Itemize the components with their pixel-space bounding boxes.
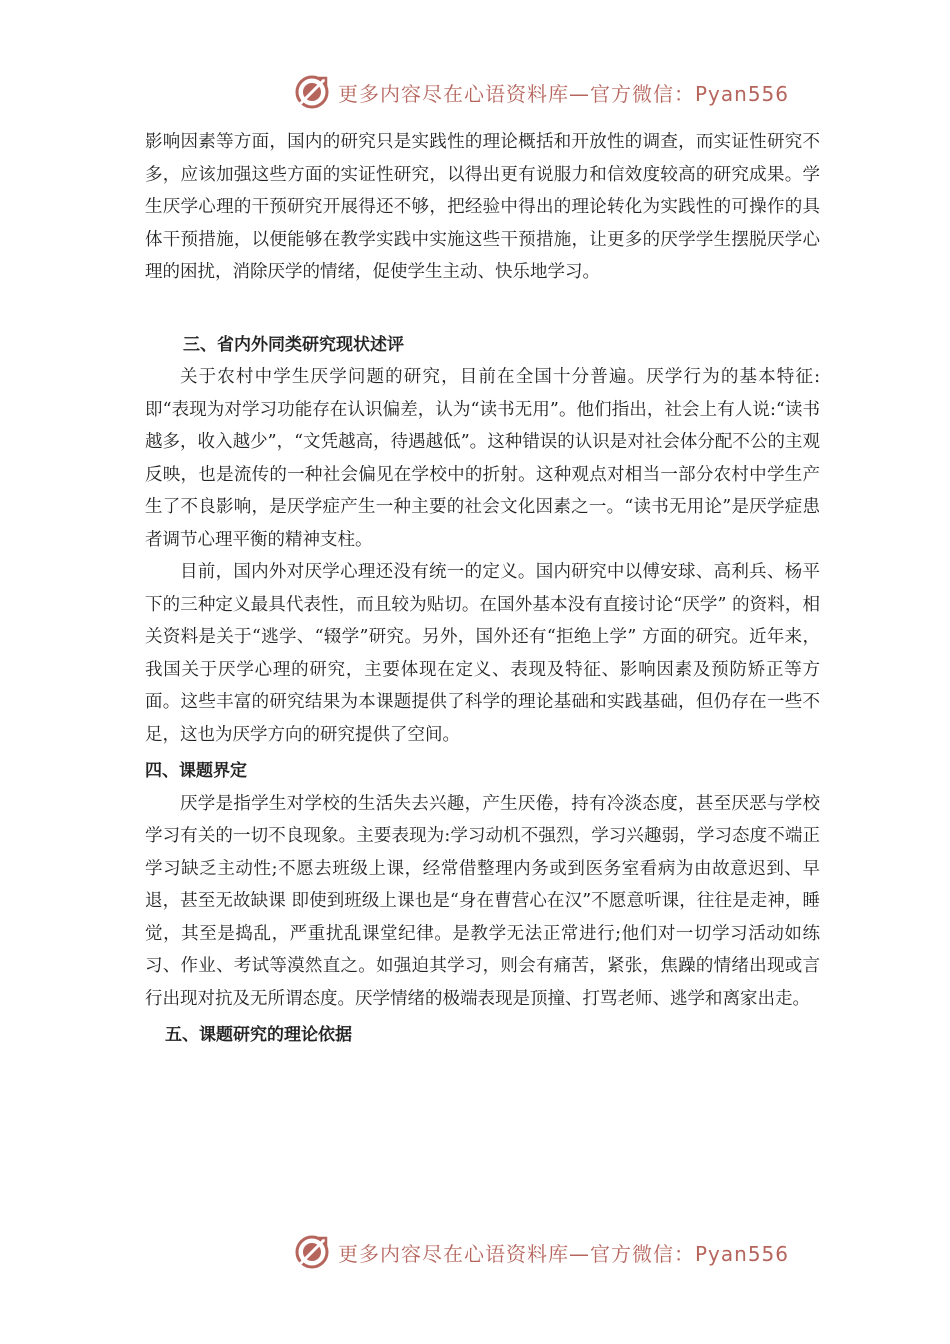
section-3-paragraph-2: 目前，国内外对厌学心理还没有统一的定义。国内研究中以傅安球、高利兵、杨平下的三种定义最具代表性，而且较为贴切。在国外基本没有直接讨论“厌学” 的资料，相关资料是关于“逃学、“辍学”研究。另外，国外还有“拒绝上学” 方面的研究。近年来，我国关于厌学心理的研究，主要体现在定义、表现及特征、影响因素及预防矫正等方面。这些丰富的研究结果为本课题提供了科学的理论基础和实践基础，但仍存在一些不足，这也为厌学方向的研究提供了空间。 [145,562,820,745]
footer-watermark-banner [294,1232,814,1272]
document-body [145,126,820,1052]
section-3-heading: 三、省内外同类研究现状述评 [183,334,404,355]
section-4-heading: 四、课题界定 [145,761,247,781]
header-watermark-text: 更多内容尽在心语资料库—官方微信：Pyan556 [338,81,790,106]
section-5-heading: 五、课题研究的理论依据 [165,1025,352,1045]
section-4-paragraph-1: 厌学是指学生对学校的生活失去兴趣，产生厌倦，持有冷淡态度，甚至厌恶与学校学习有关的一切不良现象。主要表现为:学习动机不强烈，学习兴趣弱，学习态度不端正学习缺乏主动性;不愿去班级上课，经常借整理内务或到医务室看病为由故意迟到、早退，甚至无故缺课 即使到班级上课也是“身在曹营心在汉”不愿意听课，往往是走神，睡觉，其至是捣乱，严重扰乱课堂纪律。是教学无法正常进行;他们对一切学习活动如练习、作业、考试等漠然直之。如强迫其学习，则会有痛苦，紧张，焦躁的情绪出现或言行出现对抗及无所谓态度。厌学情绪的极端表现是顶撞、打骂老师、逃学和离家出走。 [145,793,820,1009]
footer-watermark-text: 更多内容尽在心语资料库—官方微信：Pyan556 [338,1241,790,1266]
header-watermark-banner [294,72,814,112]
intro-paragraph: 影响因素等方面，国内的研究只是实践性的理论概括和开放性的调查，而实证性研究不多，应该加强这些方面的实证性研究，以得出更有说服力和信效度较高的研究成果。学生厌学心理的干预研究开展得还不够，把经验中得出的理论转化为实践性的可操作的具体干预措施，以便能够在教学实践中实施这些干预措施，让更多的厌学学生摆脱厌学心理的困扰，消除厌学的情绪，促使学生主动、快乐地学习。 [145,132,820,282]
section-3-paragraph-1: 关于农村中学生厌学问题的研究，目前在全国十分普遍。厌学行为的基本特征:即“表现为对学习功能存在认识偏差，认为“读书无用”。他们指出，社会上有人说:“读书越多，收入越少”，“文凭越高，待遇越低”。这种错误的认识是对社会体分配不公的主观反映，也是流传的一种社会偏见在学校中的折射。这种观点对相当一部分农村中学生产生了不良影响，是厌学症产生一种主要的社会文化因素之一。“读书无用论”是厌学症患者调节心理平衡的精神支柱。 [145,367,820,550]
brand-logo-icon [294,74,330,110]
brand-logo-icon [294,1234,330,1270]
